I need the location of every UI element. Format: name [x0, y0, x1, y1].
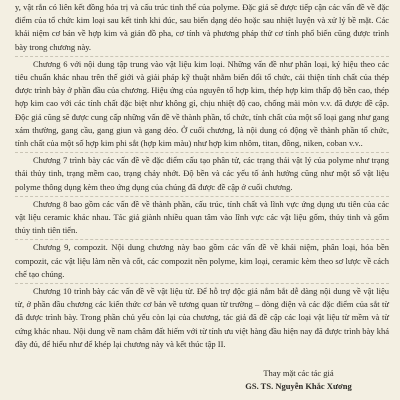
- paragraph-chapter-7: Chương 7 trình bày các vấn đề về đặc điểm cấu tạo phân tử, các trạng thái vật lý của polyme như trạng thái thủy tinh, trạng mềm cao, trạng chảy nhớt. Độ bền và các yếu tố ảnh hưởng cũng như một số vật liệu polyme thông dụng kèm theo ứng dụng của chúng đã được đề cập ở cuối chương.: [15, 155, 389, 192]
- paragraph-chapter-6: Chương 6 với nội dung tập trung vào vật liệu kim loại. Những vấn đề như phân loại, ký hiệu theo các tiêu chuẩn khác nhau trên thế giới và giải pháp kỹ thuật nhằm biến đổi tổ chức, cải thiện tính chất của thép được trình bày ở phần đầu của chương. Hiệu ứng của nguyên tố hợp kim, thép hợp kim thấp độ bền cao, thép hợp kim cao với các tính chất đặc biệt như không gỉ, chịu nhiệt độ cao, chống mài mòn v.v. đã được đề cập. Độc giả cũng sẽ được cung cấp những vấn đề về thành phần, tổ chức, tính chất của một số loại gang như gang xám thường, gang cầu, gang giun và gang dẻo. Ở cuối chương, là nội dung có động về thành phần tổ chức, tính chất của một số hợp kim phi sắt (hợp kim màu) như hợp kim nhôm, titan, đồng, niken, coban v.v..: [15, 58, 389, 149]
- paragraph-intro: y, vật rắn có liên kết đồng hóa trị và cấu trúc tinh thể của polyme. Đặc giả sẽ được tiếp cận các vấn đề về đặc điểm của tổ chức kim loại sau kết tinh khi đúc, sau biến dạng dẻo hoặc sau nhiệt luyện và xử lý bề mặt. Các khái niệm cơ bản về hợp kim và giản đồ pha, cơ tính và phương pháp thử cơ tính phổ biến cũng được trình bày trong chương này.: [15, 2, 389, 52]
- paragraph-chapter-9: Chương 9, compozit. Nội dung chương này bao gồm các vấn đề về khái niệm, phân loại, hóa bền compozit, các vật liệu làm nền và cốt, các compozit nền polyme, kim loại, ceramic kèm theo sơ lược về cách chế tạo chúng.: [15, 242, 389, 279]
- divider: [15, 196, 389, 197]
- signature-label: Thay mặt các tác giả: [263, 368, 334, 378]
- paragraph-chapter-10: Chương 10 trình bày các vấn đề về vật liệu từ. Để hỗ trợ độc giả nắm bắt dễ dàng nội dung về vật liệu từ, ở phần đầu chương các kiến thức cơ bản về tương quan từ trường – dòng điện và các đặc điểm của sắt từ đã được trình bày. Trong phần chủ yếu còn lại của chương, tác giả đã đề cập các loại vật liệu từ mềm và từ cứng khác nhau. Nội dung về nam châm đất hiếm với từ tính ưu việt hàng đầu hiện nay đã được trình bày khá đầy đủ, để hiểu như để khép lại chương này và kết thúc tập II.: [15, 286, 389, 349]
- paragraph-chapter-8: Chương 8 bao gồm các vấn đề về thành phần, cấu trúc, tính chất và lĩnh vực ứng dụng ưu tiên của các vật liệu ceramic khác nhau. Tác giả giành nhiều quan tâm vào lĩnh vực các vật liệu gốm, thủy tinh và gốm thủy tinh tiên tiến.: [15, 198, 389, 236]
- divider: [15, 239, 389, 240]
- signature-name: GS. TS. Nguyễn Khắc Xương: [245, 381, 352, 391]
- divider: [15, 152, 389, 153]
- signature-block: [211, 367, 386, 393]
- divider: [15, 283, 389, 284]
- divider: [15, 56, 389, 57]
